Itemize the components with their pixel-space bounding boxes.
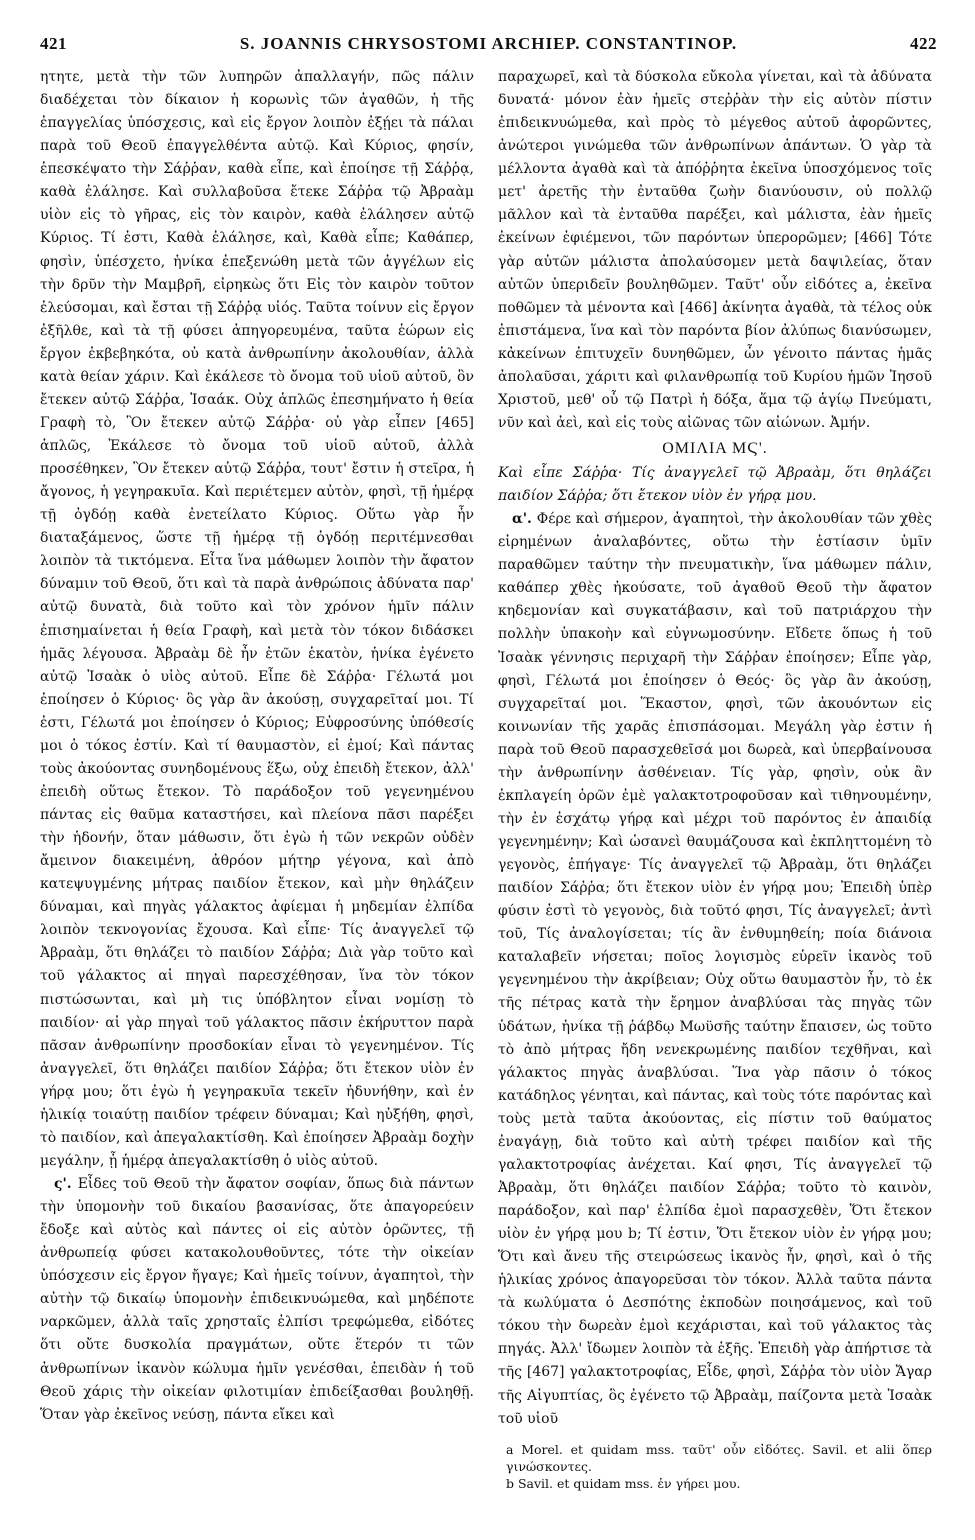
homily-heading: ΟΜΙΛΙΑ ΜϚ'. xyxy=(662,440,768,457)
left-column xyxy=(40,66,474,1492)
left-paragraph-2 xyxy=(40,1173,474,1427)
footnote-b: b Savil. et quidam mss. ἐν γήρει μου. xyxy=(506,1475,741,1491)
footnotes xyxy=(498,1441,932,1492)
homily-lemma: Καὶ εἶπε Σάῤῥα· Τίς ἀναγγελεῖ τῷ Ἀβραὰμ, ὅτι θηλάζει παιδίον Σάῤῥα; ὅτι ἔτεκον υἱὸν ἐν γήρᾳ μου. xyxy=(498,465,932,505)
left-page-number: 421 xyxy=(40,34,67,53)
text-columns xyxy=(40,66,937,1492)
right-paragraph-2-text: Φέρε καὶ σήμερον, ἀγαπητοὶ, τὴν ἀκολουθίαν τῶν χθὲς εἰρημένων ἀναλαβόντες, οὕτω τὴν ἑστίασιν ὑμῖν παραθῶμεν ταύτην τὴν πνευματικὴν, ἵνα μάθωμεν πάλιν, καθάπερ χθὲς ἠκούσατε, τοῦ ἀγαθοῦ Θεοῦ τὴν ἄφατον κηδεμονίαν καὶ συγκατάβασιν, καὶ τοῦ πατριάρχου τὴν πολλὴν ὑπακοὴν καὶ εὐγνωμοσύνην. Εἴδετε ὅπως ἡ τοῦ Ἰσαὰκ γέννησις περιχαρῆ τὴν Σάῤῥαν ἐποίησεν; Εἶπε γὰρ, φησὶ, Γέλωτά μοι ἐποίησεν ὁ Θεός· ὃς γὰρ ἂν ἀκούσῃ, συγχαρεῖταί μοι. Ἕκαστον, φησὶ, τῶν ἀκουόντων εἰς κοινωνίαν τῆς χαρᾶς ἐπισπάσομαι. Μεγάλη γὰρ ἐστιν ἡ παρὰ τοῦ Θεοῦ παρασχεθεῖσά μοι δωρεὰ, καὶ ὑπερβαίνουσα τὴν ἀνθρωπίνην ἀσθένειαν. Τίς γὰρ, φησὶν, οὐκ ἂν ἐκπλαγείη ὁρῶν ἐμὲ γαλακτοτροφοῦσαν καὶ τιθηνουμένην, τὴν ἐν ἐσχάτῳ γήρᾳ καὶ μέχρι τοῦ παρόντος ἐν ἀπαιδίᾳ γεγενημένην; Καὶ ὡσανεὶ θαυμάζουσα καὶ ἐκπληττομένη τὸ γεγονὸς, ἐπήγαγε· Τίς ἀναγγελεῖ τῷ Ἀβραὰμ, ὅτι θηλάζει παιδίον Σάῤῥα; ὅτι ἔτεκον υἱὸν ἐν γήρᾳ μου; Ἐπειδὴ ὑπὲρ φύσιν ἐστὶ τὸ γεγονὸς, διὰ τοῦτό φησι, Τίς ἀναγγελεῖ; ἀντὶ τοῦ, Τίς ἀναλογίσεται; τίς ἂν ἐνθυμηθείη; ποία διάνοια καταλαβεῖν νήσεται; ποῖος λογισμὸς εὑρεῖν ἱκανὸς τοῦ γεγενημένου τὴν ἀκρίβειαν; Οὐχ οὕτω θαυμαστὸν ἦν, τὸ ἐκ τῆς πέτρας κατὰ τὴν ἔρημον ἀναβλύσαι τὰς πηγὰς τῶν ὑδάτων, ἡνίκα τῇ ῥάβδῳ Μωϋσῆς ταύτην ἔπαισεν, ὡς τοῦτο τὸ ἀπὸ μήτρας ἤδη νενεκρωμένης παιδίον τεχθῆναι, καὶ γάλακτος πηγὰς ἀναβλύσαι. Ἵνα γὰρ πᾶσιν ὁ τόκος κατάδηλος γένηται, καὶ πάντας, καὶ τοὺς τότε παρόντας καὶ τοὺς μετὰ ταῦτα ἀκούοντας, εἰς πίστιν τοῦ θαύματος ἐναγάγῃ, διὰ τοῦτο καὶ αὐτὴ τρέφει παιδίον καὶ τῆς γαλακτοτροφίας ἀνέχεται. Καί φησι, Τίς ἀναγγελεῖ τῷ Ἀβραὰμ, ὅτι θηλάζει παιδίον Σάῤῥα; τοῦτο τὸ καινὸν, παράδοξον, καὶ παρ' ἐλπίδα ἐμοὶ παρασχεθὲν, Ὅτι ἔτεκον υἱὸν ἐν γήρᾳ μου b; Τί ἐστιν, Ὅτι ἔτεκον υἱὸν ἐν γήρᾳ μου; Ὅτι καὶ ἄνευ τῆς στειρώσεως ἱκανὸς ἦν, φησὶ, καὶ ὁ τῆς ἡλικίας χρόνος ἀπαγορεῦσαι τὸν τόκον. Ἀλλὰ ταῦτα πάντα τὰ κωλύματα ὁ Δεσπότης ἐκποδὼν ποιησάμενος, καὶ τοῦ τόκου τὴν δωρεὰν ἐμοὶ κεχάρισται, καὶ τοῦ γάλακτος τὰς πηγάς. Ἀλλ' ἴδωμεν λοιπὸν τὰ ἑξῆς. Ἐπειδὴ γὰρ ἀπήρτισε τὰ τῆς [467] γαλακτοτροφίας, Εἶδε, φησὶ, Σάῤῥα τὸν υἱὸν Ἄγαρ τῆς Αἰγυπτίας, ὃς ἐγένετο τῷ Ἀβραὰμ, παίζοντα μετὰ Ἰσαὰκ τοῦ υἱοῦ xyxy=(498,511,932,1427)
right-column xyxy=(498,66,932,1492)
footnote-a: a Morel. et quidam mss. ταῦτ' οὖν εἰδότες. Savil. et alii ὅπερ γινώσκοντες. xyxy=(506,1441,932,1474)
section-mark: α'. xyxy=(512,511,532,528)
running-header xyxy=(40,34,937,60)
running-title: S. JOANNIS CHRYSOSTOMI ARCHIEP. CONSTANTINOP. xyxy=(239,34,738,53)
right-paragraph-2 xyxy=(498,508,932,1431)
left-paragraph-2-text: Εἶδες τοῦ Θεοῦ τὴν ἄφατον σοφίαν, ὅπως διὰ πάντων τὴν ὑπομονὴν τοῦ δικαίου βασανίσας, ὅτε ἀπαγορεύειν ἔδοξε καὶ αὐτὸς καὶ πάντες οἱ εἰς αὐτὸν ὁρῶντες, τῇ ἀνθρωπείᾳ φύσει κατακολουθοῦντες, τότε τὴν οἰκείαν ὑπόσχεσιν εἰς ἔργον ἤγαγε; Καὶ ἡμεῖς τοίνυν, ἀγαπητοὶ, τὴν αὐτὴν τῷ δικαίῳ ὑπομονὴν ἐπιδεικνυώμεθα, καὶ μηδέποτε ναρκῶμεν, ἀλλὰ ταῖς χρησταῖς ἐλπίσι τρεφώμεθα, εἰδότες ὅτι οὔτε δυσκολία πραγμάτων, οὔτε ἕτερόν τι τῶν ἀνθρωπίνων ἱκανὸν κώλυμα ἡμῖν γενέσθαι, ἐπειδὰν ἡ τοῦ Θεοῦ χάρις τὴν οἰκείαν φιλοτιμίαν ἐπιδείξασθαι βουληθῇ. Ὅταν γὰρ ἐκεῖνος νεύσῃ, πάντα εἴκει καὶ xyxy=(40,1176,475,1423)
left-paragraph-1: ητητε, μετὰ τὴν τῶν λυπηρῶν ἀπαλλαγήν, πῶς πάλιν διαδέχεται τὸν δίκαιον ἡ κορωνὶς τῶν ἀγαθῶν, ἡ τῆς ἐπαγγελίας ὑπόσχεσις, καὶ εἰς ἔργον λοιπὸν ἐξῄει τὰ πάλαι παρὰ τοῦ Θεοῦ ἐπαγγελθέντα αὐτῷ. Καὶ Κύριος, φησίν, ἐπεσκέψατο τὴν Σάῤῥαν, καθὰ εἶπε, καὶ ἐποίησε τῇ Σάῤῥᾳ, καθὰ ἐλάλησε. Καὶ συλλαβοῦσα ἔτεκε Σάῤῥα τῷ Ἀβραὰμ υἱὸν εἰς τὸ γῆρας, εἰς τὸν καιρὸν, καθὰ ἐλάλησεν αὐτῷ Κύριος. Τί ἐστι, Καθὰ ἐλάλησε, καὶ, Καθὰ εἶπε; Καθάπερ, φησὶν, ὑπέσχετο, ἡνίκα ἐπεξενώθη μετὰ τῶν ἀγγέλων εἰς τὴν δρῦν τὴν Μαμβρῆ, εἰρηκὼς ὅτι Εἰς τὸν καιρὸν τοῦτον ἐλεύσομαι, καὶ ἔσται τῇ Σάῤῥᾳ υἱός. Ταῦτα τοίνυν εἰς ἔργον ἐξῆλθε, καὶ τὰ τῇ φύσει ἀπηγορευμένα, ταῦτα ἑώρων εἰς ἔργον ἐκβεβηκότα, οὐ κατὰ ἀνθρωπίνην ἀκολουθίαν, ἀλλὰ κατὰ θείαν χάριν. Καὶ ἐκάλεσε τὸ ὄνομα τοῦ υἱοῦ αὐτοῦ, ὃν ἔτεκεν αὐτῷ Σάῤῥα, Ἰσαάκ. Οὐχ ἁπλῶς ἐπεσημήνατο ἡ θεία Γραφὴ τὸ, Ὃν ἔτεκεν αὐτῷ Σάῤῥα· οὐ γὰρ εἶπεν [465] ἁπλῶς, Ἐκάλεσε τὸ ὄνομα τοῦ υἱοῦ αὐτοῦ, ἀλλὰ προσέθηκεν, Ὃν ἔτεκεν αὐτῷ Σάῤῥα, τουτ' ἔστιν ἡ στεῖρα, ἡ ἄγονος, ἡ γεγηρακυῖα. Καὶ περιέτεμεν αὐτὸν, φησὶ, τῇ ἡμέρᾳ τῇ ὀγδόῃ καθὰ ἐνετείλατο Κύριος. Οὕτω γὰρ ἦν διαταξάμενος, ὥστε τῇ ἡμέρᾳ τῇ ὀγδόῃ περιτέμνεσθαι λοιπὸν τὰ τικτόμενα. Εἶτα ἵνα μάθωμεν λοιπὸν τὴν ἄφατον δύναμιν τοῦ Θεοῦ, ὅτι καὶ τὰ παρὰ ἀνθρώποις ἀδύνατα παρ' αὐτῷ δυνατὰ, διὰ τοῦτο καὶ τὸν χρόνον ἡμῖν πάλιν ἐπισημαίνεται ἡ θεία Γραφὴ, καὶ μετὰ τὸν τόκον διδάσκει ἡμᾶς λέγουσα. Ἀβραὰμ δὲ ἦν ἐτῶν ἑκατὸν, ἡνίκα ἐγένετο αὐτῷ Ἰσαὰκ ὁ υἱὸς αὐτοῦ. Εἶπε δὲ Σάῤῥα· Γέλωτά μοι ἐποίησεν ὁ Κύριος· ὃς γὰρ ἂν ἀκούσῃ, συγχαρεῖταί μοι. Τί ἐστι, Γέλωτά μοι ἐποίησεν ὁ Κύριος; Εὐφροσύνης ὑπόθεσίς μοι ὁ τόκος ἐστίν. Καὶ τί θαυμαστὸν, εἰ ἐμοί; Καὶ πάντας τοὺς ἀκούοντας συνηδομένους ἕξω, οὐχ ἐπειδὴ ἔτεκον, ἀλλ' ἐπειδὴ οὕτως ἔτεκον. Τὸ παράδοξον τοῦ γεγενημένου πάντας εἰς θαῦμα καταστήσει, καὶ πλείονα πᾶσι παρέξει τὴν ἡδονήν, ὅταν μάθωσιν, ὅτι ἐγὼ ἡ τῶν νεκρῶν οὐδὲν ἄμεινον διακειμένη, ἀθρόον μήτηρ γέγονα, καὶ ἀπὸ κατεψυγμένης μήτρας παιδίον ἔτεκον, καὶ μὴν θηλάζειν δύναμαι, καὶ πηγὰς γάλακτος ἀφίεμαι ἡ μηδεμίαν ἐλπίδα λοιπὸν τεκνογονίας ἔχουσα. Καὶ εἶπε· Τίς ἀναγγελεῖ τῷ Ἀβραὰμ, ὅτι θηλάζει τὸ παιδίον Σάῤῥα; Διὰ γὰρ τοῦτο καὶ τοῦ γάλακτος αἱ πηγαὶ παρεσχέθησαν, ἵνα τὸν τόκον πιστώσωνται, καὶ μὴ τις ὑπόβλητον εἶναι νομίσῃ τὸ παιδίον· αἱ γὰρ πηγαὶ τοῦ γάλακτος πᾶσιν ἐκήρυττον παρὰ πᾶσαν ἀνθρωπίνην προσδοκίαν εἶναι τὸ γεγενημένον. Τίς ἀναγγελεῖ, ὅτι θηλάζει παιδίον Σάῤῥα; ὅτι ἔτεκον υἱὸν ἐν γήρᾳ μου; ὅτι ἐγὼ ἡ γεγηρακυῖα τεκεῖν ἠδυνήθην, καὶ ἐν ἡλικίᾳ τοιαύτῃ παιδίον τρέφειν δύναμαι; Καὶ ηὐξήθη, φησὶ, τὸ παιδίον, καὶ ἀπεγαλακτίσθη. Καὶ ἐποίησεν Ἀβραὰμ δοχὴν μεγάλην, ᾗ ἡμέρᾳ ἀπεγαλακτίσθη ὁ υἱὸς αὐτοῦ. xyxy=(40,69,474,1169)
right-page-number: 422 xyxy=(910,34,937,53)
section-mark: ς'. xyxy=(54,1176,72,1192)
right-paragraph-1: παραχωρεῖ, καὶ τὰ δύσκολα εὔκολα γίνεται, καὶ τὰ ἀδύνατα δυνατά· μόνον ἐὰν ἡμεῖς στεῤῥὰν τὴν εἰς αὐτὸν πίστιν ἐπιδεικνυώμεθα, καὶ πρὸς τὸ μέγεθος αὐτοῦ ἀφορῶντες, ἀνώτεροι γινώμεθα τῶν ἀνθρωπίνων ἁπάντων. Ὁ γὰρ τὰ μέλλοντα ἀγαθὰ καὶ τὰ ἀπόῤῥητα ἐκεῖνα ὑποσχόμενος τοῖς μετ' ἀρετῆς τὴν ἐνταῦθα ζωὴν διανύουσιν, οὐ πολλῷ μᾶλλον καὶ τὰ ἐνταῦθα παρέξει, καὶ μάλιστα, ἐὰν ἡμεῖς ἐκείνων ἐφιέμενοι, τῶν παρόντων ὑπερορῶμεν; [466] Τότε γὰρ αὐτῶν μάλιστα ἀπολαύσομεν μετὰ δαψιλείας, ὅταν αὐτῶν ὑπεριδεῖν βουληθῶμεν. Ταῦτ' οὖν εἰδότες a, ἐκεῖνα ποθῶμεν τὰ μένοντα καὶ [466] ἀκίνητα ἀγαθὰ, τὰ τέλος οὐκ ἐπιστάμενα, ἵνα καὶ τὸν παρόντα βίον ἀλύπως διανύσωμεν, κἀκείνων ἐπιτυχεῖν δυνηθῶμεν, ὧν γένοιτο πάντας ἡμᾶς ἀπολαῦσαι, χάριτι καὶ φιλανθρωπίᾳ τοῦ Κυρίου ἡμῶν Ἰησοῦ Χριστοῦ, μεθ' οὗ τῷ Πατρὶ ἡ δόξα, ἅμα τῷ ἁγίῳ Πνεύματι, νῦν καὶ ἀεὶ, καὶ εἰς τοὺς αἰῶνας τῶν αἰώνων. Ἀμήν. xyxy=(498,69,932,431)
